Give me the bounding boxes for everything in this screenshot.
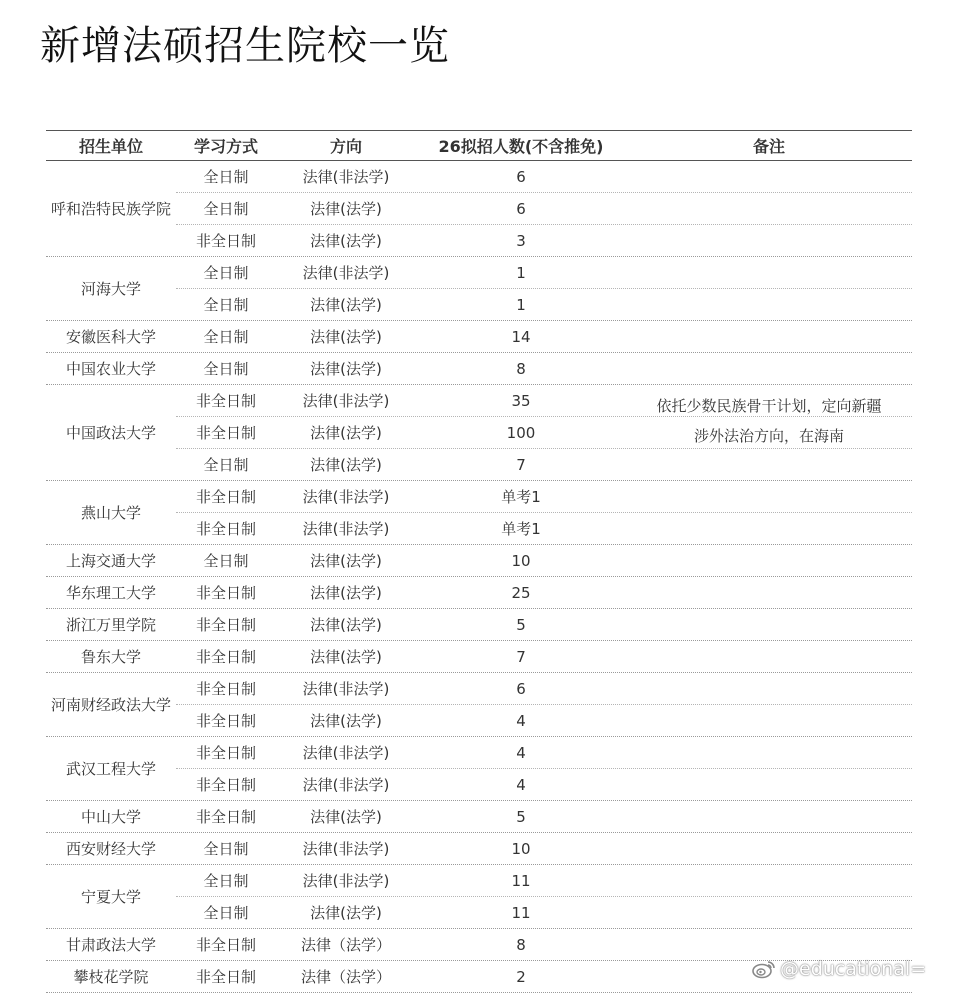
table-row: [176, 512, 912, 544]
header-unit: 招生单位: [78, 137, 143, 156]
group-rows: [176, 801, 912, 832]
mode-cell: 全日制: [203, 200, 249, 218]
table-row: [176, 321, 912, 352]
table-row: [176, 737, 912, 768]
unit-cell: 燕山大学: [80, 503, 141, 522]
count-cell: 10: [511, 551, 531, 570]
table-row: [176, 224, 912, 256]
count-cell: 6: [516, 167, 526, 186]
note-text: [626, 391, 912, 451]
group-rows: [176, 161, 912, 256]
mode-cell: 非全日制: [195, 424, 256, 442]
mode-cell: 非全日制: [195, 936, 256, 954]
direction-cell: 法律(法学): [310, 328, 382, 346]
mode-cell: 非全日制: [195, 648, 256, 666]
mode-cell: 非全日制: [195, 712, 256, 730]
table-header: [46, 131, 912, 161]
table-row: [176, 865, 912, 896]
mode-cell: 非全日制: [195, 808, 256, 826]
mode-cell: 全日制: [203, 296, 249, 314]
unit-cell: 宁夏大学: [80, 887, 141, 906]
count-cell: 35: [511, 391, 531, 410]
group-rows: [176, 385, 912, 480]
table-group: [46, 161, 912, 257]
direction-cell: 法律(非法学): [302, 680, 390, 698]
count-cell: 6: [516, 199, 526, 218]
table-group: [46, 481, 912, 545]
table-group: [46, 833, 912, 865]
group-rows: [176, 737, 912, 800]
direction-cell: 法律(法学): [310, 904, 382, 922]
mode-cell: 非全日制: [195, 616, 256, 634]
table-row: [176, 288, 912, 320]
count-cell: 5: [516, 807, 526, 826]
count-cell: 10: [511, 839, 531, 858]
count-cell: 8: [516, 359, 526, 378]
group-rows: [176, 833, 912, 864]
table-row: [176, 481, 912, 512]
header-mode: 学习方式: [193, 137, 258, 156]
direction-cell: 法律(法学): [310, 200, 382, 218]
table-group: [46, 641, 912, 673]
mode-cell: 非全日制: [195, 776, 256, 794]
table-body: [46, 161, 912, 993]
table-row: [176, 609, 912, 640]
group-rows: [176, 481, 912, 544]
unit-cell: 浙江万里学院: [65, 615, 156, 634]
direction-cell: 法律(非法学): [302, 776, 390, 794]
count-cell: 3: [516, 231, 526, 250]
table-group: [46, 865, 912, 929]
direction-cell: 法律(法学): [310, 456, 382, 474]
unit-cell: 安徽医科大学: [65, 327, 156, 346]
group-rows: [176, 865, 912, 928]
mode-cell: 非全日制: [195, 680, 256, 698]
direction-cell: 法律(非法学): [302, 488, 390, 506]
table-row: [176, 929, 912, 960]
mode-cell: 全日制: [203, 456, 249, 474]
table-group: [46, 737, 912, 801]
count-cell: 5: [516, 615, 526, 634]
direction-cell: 法律(法学): [310, 424, 382, 442]
note-line: 涉外法治方向，在海南: [693, 427, 844, 445]
count-cell: 7: [516, 647, 526, 666]
group-rows: [176, 257, 912, 320]
mode-cell: 非全日制: [195, 488, 256, 506]
table-group: [46, 545, 912, 577]
unit-cell: 中山大学: [80, 807, 141, 826]
direction-cell: 法律（法学）: [300, 968, 391, 986]
unit-cell: 攀枝花学院: [73, 967, 149, 986]
table-group: [46, 801, 912, 833]
direction-cell: 法律(非法学): [302, 872, 390, 890]
group-rows: [176, 577, 912, 608]
table-group: [46, 257, 912, 321]
note-line: 依托少数民族骨干计划，定向新疆: [656, 397, 882, 415]
mode-cell: 全日制: [203, 328, 249, 346]
mode-cell: 全日制: [203, 552, 249, 570]
group-rows: [176, 609, 912, 640]
table-group: [46, 673, 912, 737]
count-cell: 1: [516, 263, 526, 282]
table-group: [46, 929, 912, 961]
count-cell: 2: [516, 967, 526, 986]
group-rows: [176, 545, 912, 576]
table-row: [176, 704, 912, 736]
mode-cell: 全日制: [203, 872, 249, 890]
group-rows: [176, 673, 912, 736]
direction-cell: 法律(法学): [310, 360, 382, 378]
direction-cell: 法律(法学): [310, 296, 382, 314]
direction-cell: 法律(法学): [310, 232, 382, 250]
count-cell: 单考1: [501, 520, 541, 538]
mode-cell: 全日制: [203, 360, 249, 378]
direction-cell: 法律(非法学): [302, 264, 390, 282]
direction-cell: 法律(法学): [310, 712, 382, 730]
unit-cell: 上海交通大学: [65, 551, 156, 570]
mode-cell: 全日制: [203, 840, 249, 858]
count-cell: 25: [511, 583, 531, 602]
unit-cell: 中国农业大学: [65, 359, 156, 378]
count-cell: 11: [511, 871, 531, 890]
count-cell: 7: [516, 455, 526, 474]
watermark: [752, 958, 926, 980]
unit-cell: 鲁东大学: [80, 647, 141, 666]
header-count: 26拟招人数(不含推免): [438, 137, 604, 156]
count-cell: 4: [516, 775, 526, 794]
table-row: [176, 545, 912, 576]
direction-cell: 法律(非法学): [302, 840, 390, 858]
mode-cell: 全日制: [203, 264, 249, 282]
table-row: [176, 833, 912, 864]
table-row: [176, 896, 912, 928]
mode-cell: 全日制: [203, 904, 249, 922]
table-row: [176, 192, 912, 224]
mode-cell: 非全日制: [195, 968, 256, 986]
unit-cell: 呼和浩特民族学院: [50, 199, 171, 218]
header-note: 备注: [752, 137, 785, 156]
table-group: [46, 321, 912, 353]
direction-cell: 法律(法学): [310, 552, 382, 570]
admissions-table: [46, 130, 912, 993]
page-title: 新增法硕招生院校一览: [40, 23, 450, 69]
header-direction: 方向: [329, 137, 362, 156]
table-row: [176, 768, 912, 800]
count-cell: 100: [506, 423, 536, 442]
count-cell: 8: [516, 935, 526, 954]
mode-cell: 非全日制: [195, 392, 256, 410]
direction-cell: 法律(法学): [310, 584, 382, 602]
count-cell: 4: [516, 711, 526, 730]
table-row: [176, 801, 912, 832]
count-cell: 单考1: [501, 488, 541, 506]
table-row: [176, 161, 912, 192]
mode-cell: 全日制: [203, 168, 249, 186]
direction-cell: 法律(法学): [310, 648, 382, 666]
table-group: [46, 385, 912, 481]
direction-cell: 法律(非法学): [302, 520, 390, 538]
unit-cell: 华东理工大学: [65, 583, 156, 602]
count-cell: 14: [511, 327, 531, 346]
table-group: [46, 577, 912, 609]
unit-cell: 武汉工程大学: [65, 759, 156, 778]
direction-cell: 法律(非法学): [302, 392, 390, 410]
unit-cell: 中国政法大学: [65, 423, 156, 442]
table-row: [176, 448, 912, 480]
group-rows: [176, 353, 912, 384]
direction-cell: 法律(法学): [310, 808, 382, 826]
direction-cell: 法律（法学）: [300, 936, 391, 954]
count-cell: 1: [516, 295, 526, 314]
table-row: [176, 641, 912, 672]
table-row: [176, 353, 912, 384]
count-cell: 6: [516, 679, 526, 698]
direction-cell: 法律(非法学): [302, 744, 390, 762]
table-group: [46, 609, 912, 641]
weibo-icon: [752, 959, 776, 979]
direction-cell: 法律(法学): [310, 616, 382, 634]
table-row: [176, 577, 912, 608]
watermark-text: @educational=: [780, 958, 927, 980]
mode-cell: 非全日制: [195, 584, 256, 602]
direction-cell: 法律(非法学): [302, 168, 390, 186]
count-cell: 11: [511, 903, 531, 922]
mode-cell: 非全日制: [195, 232, 256, 250]
unit-cell: 西安财经大学: [65, 839, 156, 858]
group-rows: [176, 321, 912, 352]
unit-cell: 甘肃政法大学: [65, 935, 156, 954]
table-row: [176, 673, 912, 704]
unit-cell: 河南财经政法大学: [50, 695, 171, 714]
mode-cell: 非全日制: [195, 520, 256, 538]
unit-cell: 河海大学: [80, 279, 141, 298]
group-rows: [176, 929, 912, 960]
group-rows: [176, 641, 912, 672]
table-row: [176, 257, 912, 288]
count-cell: 4: [516, 743, 526, 762]
mode-cell: 非全日制: [195, 744, 256, 762]
table-group: [46, 353, 912, 385]
